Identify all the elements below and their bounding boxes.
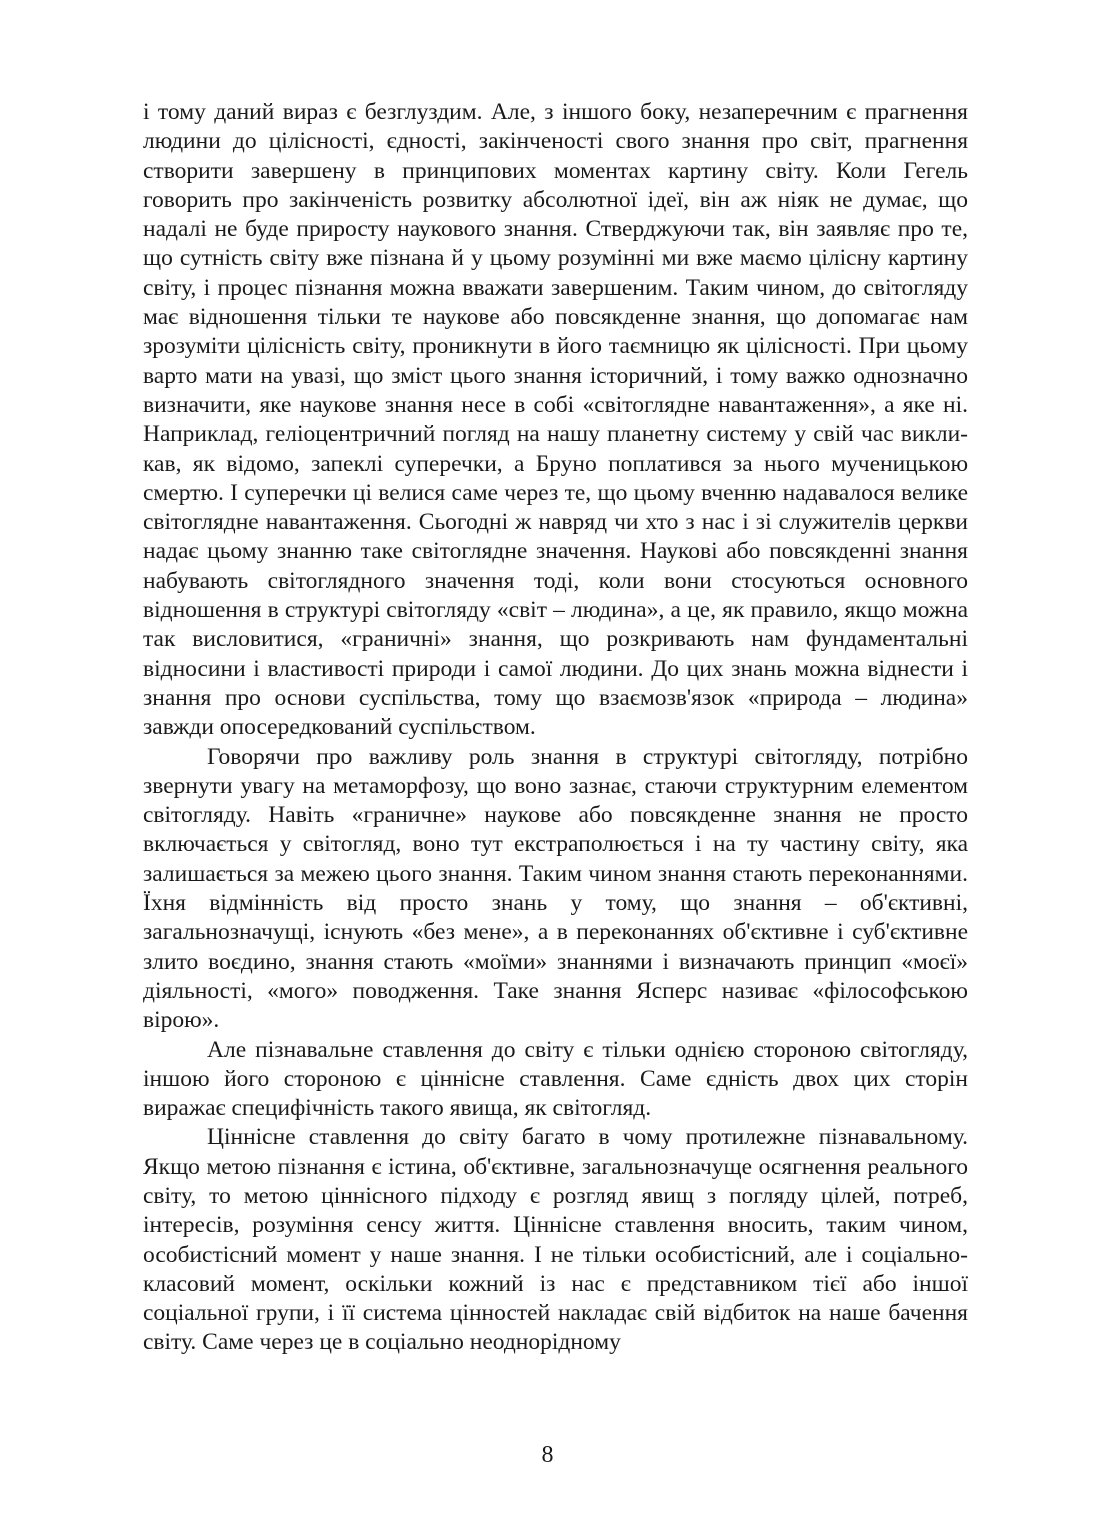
paragraph-2: Говорячи про важливу роль знання в структурі світогляду, потрібно звернути увагу на метаморфозу, що воно зазнає, стаючи структурним елементом світогляду. Навіть «граничне» наукове або повсякденне знання не просто включається у світогляд, воно тут екстраполюється і на ту частину світу, яка залишається за межею цього знання. Таким чином знання стають переконаннями. Їхня відмінність від просто знань у тому, що знання – об'єктивні, загальнозначущі, існують «без мене», а в переконаннях об'єктивне і суб'єктивне злито воєдино, знання стають «моїми» знаннями і визначають принцип «моєї» діяльності, «мого» поводження. Таке знання Ясперс називає «філософською вірою». bbox=[143, 743, 968, 1034]
page-number: 8 bbox=[541, 1442, 554, 1468]
paragraph-1: і тому даний вираз є безглуздим. Але, з іншого боку, незаперечним є прагнення людини до цілісності, єдності, закінченості свого знання про світ, прагнення створити завершену в принципових моментах картину світу. Коли Гегель говорить про закінченість розвитку абсолютної ідеї, він аж ніяк не думає, що надалі не буде приросту наукового знання. Стверджуючи так, він заявляє про те, що сутність світу вже пізнана й у цьому розумінні ми вже маємо цілісну картину світу, і процес пізнання можна вважати завершеним. Таким чином, до світогляду має відношення тільки те наукове або повсякденне знання, що допомагає нам зрозуміти цілісність світу, проникнути в його таємницю як цілісності. При цьому варто мати на увазі, що зміст цього знання історичний, і тому важко однозначно визначити, яке наукове знання несе в собі «світоглядне навантаження», а яке ні. Наприклад, геліоцентричний погляд на нашу планетну систему у свій час викликав, як відомо, запеклі суперечки, а Бруно поплатився за нього мученицькою смертю. І суперечки ці велися саме через те, що цьому вченню надавалося велике світоглядне навантаження. Сьогодні ж навряд чи хто з нас і зі служителів церкви надає цьому знанню таке світоглядне значення. Наукові або повсякденні знання набувають світоглядного значення тоді, коли вони стосуються основного відношення в структурі світогляду «світ – людина», а це, як правило, якщо можна так висловитися, «граничні» знання, що розкривають нам фундаментальні відносини і властивості природи і самої людини. До цих знань можна віднести і знання про основи суспільства, тому що взаємозв'язок «природа – людина» завжди опосередкований суспільством. bbox=[143, 99, 968, 741]
body-text bbox=[143, 98, 968, 1358]
paragraph-4: Ціннісне ставлення до світу багато в чому протилежне пізнавальному. Якщо метою пізнання є істина, об'єктивне, загальнозначуще осягнення реального світу, то метою ціннісного підходу є розгляд явищ з погляду цілей, потреб, інтересів, розуміння сенсу життя. Ціннісне ставлення вносить, таким чином, особистісний момент у наше знання. І не тільки особистісний, але і соціально-класовий момент, оскільки кожний із нас є представником тієї або іншої соціальної групи, і її система цінностей накладає свій відбиток на наше бачення світу. Саме через це в соціально неоднорідному bbox=[143, 1124, 968, 1356]
paragraph-3: Але пізнавальне ставлення до світу є тільки однією стороною світогляду, іншою його стороною є ціннісне ставлення. Саме єдність двох цих сторін виражає специфічність такого явища, як світогляд. bbox=[143, 1036, 968, 1122]
